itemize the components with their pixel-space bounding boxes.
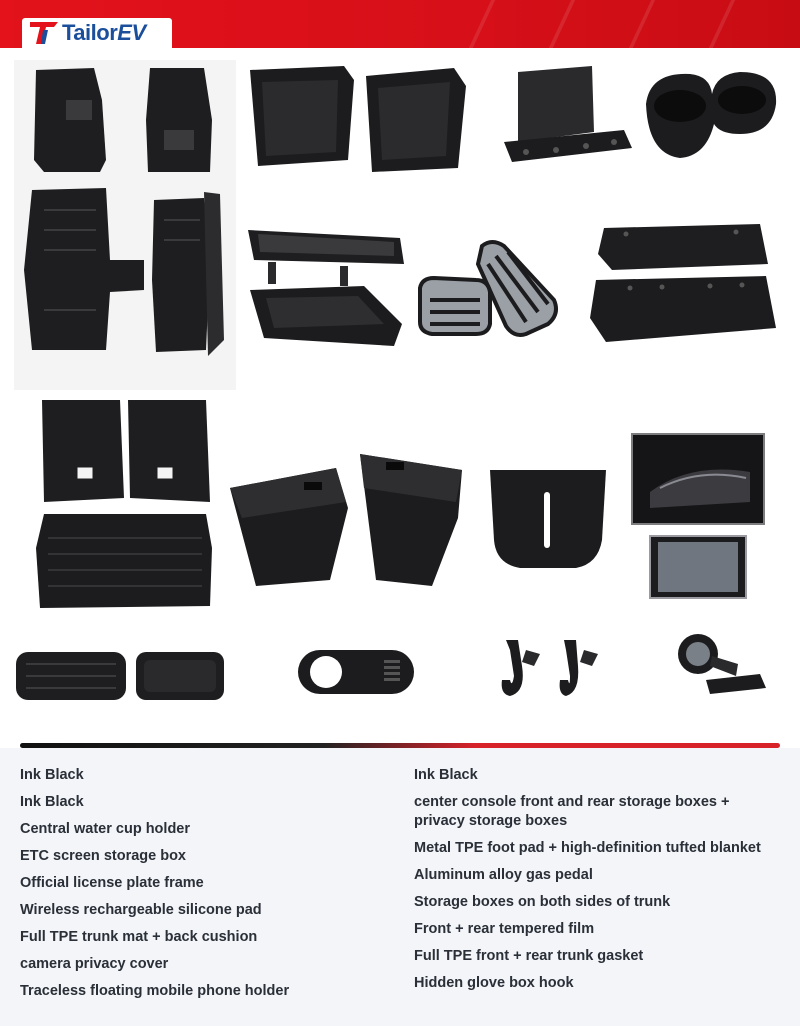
glove-box-hooks-icon [496, 636, 610, 700]
console-box-icon [486, 468, 610, 572]
pedals-icon [414, 234, 564, 342]
license-frame-icon [586, 218, 782, 358]
brand-name: TailorEV [62, 20, 146, 45]
feature-item: Central water cup holder [20, 821, 191, 837]
brand-logo [22, 18, 172, 48]
feature-item: camera privacy cover [20, 956, 169, 972]
feature-item: Metal TPE foot pad + high-definition tufted blanket [414, 840, 761, 856]
feature-item: Ink Black [414, 767, 478, 783]
feature-item: Ink Black [20, 794, 84, 810]
etc-screen-box-icon [496, 62, 636, 174]
feature-item: Aluminum alloy gas pedal [414, 867, 593, 883]
feature-item: Storage boxes on both sides of trunk [414, 894, 671, 910]
product-catalog [0, 48, 800, 748]
feature-item: Official license plate frame [20, 875, 204, 891]
header-stripe [629, 0, 655, 48]
silicone-pads-icon [14, 646, 228, 708]
cup-holder-icon [640, 64, 780, 160]
feature-item: ETC screen storage box [20, 848, 186, 864]
feature-item: Wireless rechargeable silicone pad [20, 902, 262, 918]
feature-item: Traceless floating mobile phone holder [20, 983, 290, 999]
feature-item: Full TPE front + rear trunk gasket [414, 948, 644, 964]
feature-item: Ink Black [20, 767, 84, 783]
tailorev-logo-icon [28, 20, 60, 46]
console-trays-icon [244, 220, 410, 350]
trunk-mats-icon [34, 398, 216, 616]
phone-holder-icon [676, 618, 768, 698]
feature-list-right [414, 766, 784, 1001]
feature-item: Hidden glove box hook [414, 975, 574, 991]
tempered-film-icon [630, 432, 770, 602]
feature-item: Front + rear tempered film [414, 921, 595, 937]
brand-header [0, 0, 800, 48]
header-stripe [709, 0, 735, 48]
feature-item: center console front and rear storage boxes + privacy storage boxes [414, 794, 730, 829]
feature-list-left [20, 766, 390, 1009]
header-stripe [469, 0, 495, 48]
feature-item: Full TPE trunk mat + back cushion [20, 929, 258, 945]
side-trunk-boxes-icon [226, 448, 470, 596]
camera-cover-icon [296, 648, 416, 696]
storage-boxes-icon [244, 60, 474, 180]
feature-list-panel [0, 748, 800, 1026]
floor-mats-icon [14, 60, 236, 390]
header-stripe [549, 0, 575, 48]
